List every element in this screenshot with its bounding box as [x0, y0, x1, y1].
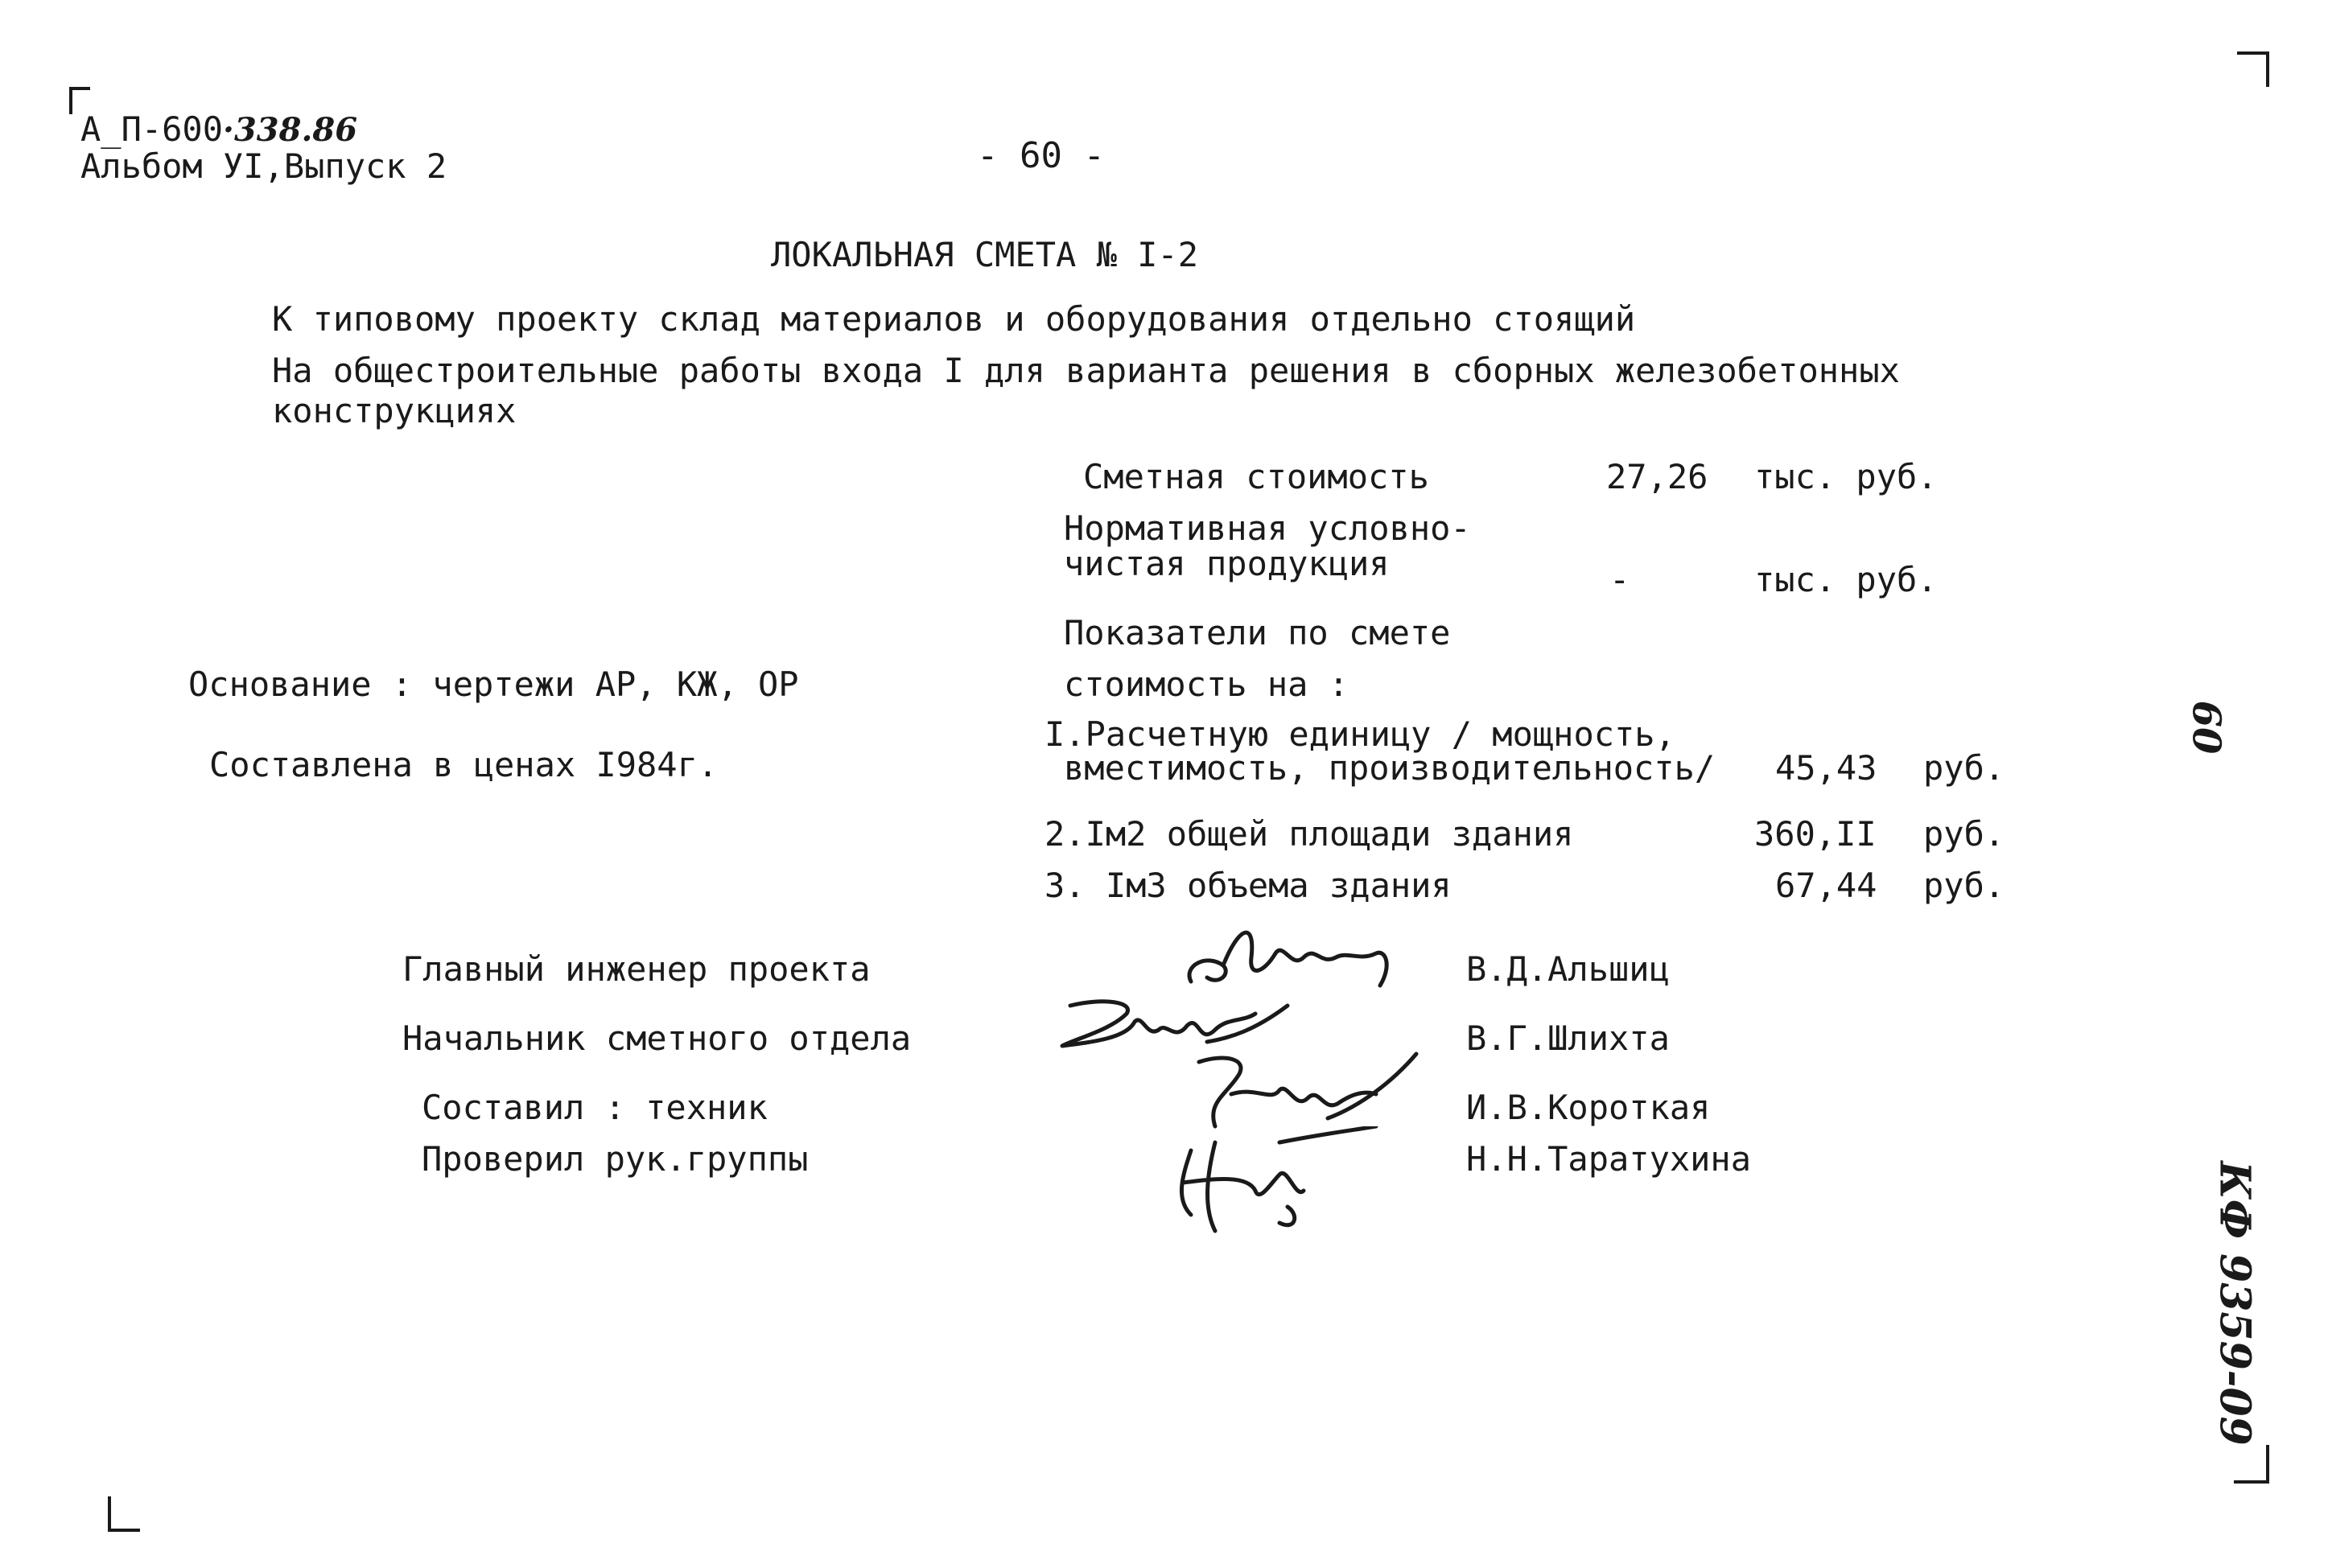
indicator-2-unit: руб.	[1923, 814, 2005, 854]
signature-name-compiler: И.В.Короткая	[1466, 1088, 1711, 1127]
basis-line: Основание : чертежи АР, КЖ, ОР	[188, 665, 799, 704]
corner-mark-bottom-right	[2234, 1445, 2269, 1484]
document-code-handwritten: ·338.86	[223, 111, 358, 149]
margin-page-mark: 60	[2183, 700, 2229, 755]
signature-name-estimate-head: В.Г.Шлихта	[1466, 1019, 1670, 1058]
indicator-1-value: 45,43	[1775, 748, 1877, 788]
project-line: К типовому проекту склад материалов и оборудования отдельно стоящий	[272, 299, 1636, 339]
signature-role-checker: Проверил рук.группы	[422, 1139, 809, 1179]
signature-role-compiler: Составил : техник	[422, 1088, 768, 1127]
margin-archive-code: КФ 9359-09	[2210, 1161, 2260, 1446]
indicator-1-line-2: вместимость, производительность/	[1064, 748, 1716, 788]
works-line-1: На общестроительные работы входа I для варианта решения в сборных железобетонных	[272, 351, 1900, 390]
cost-unit: тыс. руб.	[1754, 457, 1938, 496]
document-title: ЛОКАЛЬНАЯ СМЕТА № I-2	[771, 235, 1199, 274]
signature-mark-checker	[1159, 1126, 1384, 1239]
indicator-3-unit: руб.	[1923, 866, 2005, 905]
signature-name-chief-engineer: В.Д.Альшиц	[1466, 949, 1670, 989]
page-number: - 60 -	[977, 135, 1105, 176]
signature-role-estimate-head: Начальник сметного отдела	[402, 1019, 912, 1058]
signature-name-checker: Н.Н.Таратухина	[1466, 1139, 1752, 1179]
indicator-3-line-1: 3. Iм3 объема здания	[1045, 866, 1452, 905]
corner-mark-top-right	[2237, 51, 2269, 87]
indicators-label-2: стоимость на :	[1064, 665, 1349, 704]
net-product-unit: тыс. руб.	[1754, 560, 1938, 599]
net-product-label-2: чистая продукция	[1064, 544, 1390, 583]
indicator-1-unit: руб.	[1923, 748, 2005, 788]
indicator-1-line-1: I.Расчетную единицу / мощность,	[1045, 714, 1675, 754]
prices-line: Составлена в ценах I984г.	[209, 745, 719, 784]
indicator-2-value: 360,II	[1754, 814, 1877, 854]
signature-role-chief-engineer: Главный инженер проекта	[402, 949, 871, 989]
works-line-2: конструкциях	[272, 391, 517, 430]
net-product-value: -	[1609, 560, 1630, 599]
document-code	[80, 109, 358, 149]
cost-value: 27,26	[1606, 457, 1708, 496]
album-label: Альбом УI,Выпуск 2	[80, 146, 447, 186]
indicator-3-value: 67,44	[1775, 866, 1877, 905]
cost-label: Сметная стоимость	[1083, 457, 1429, 496]
indicators-label-1: Показатели по смете	[1064, 613, 1451, 652]
net-product-label-1: Нормативная условно-	[1064, 508, 1471, 548]
document-code-printed: А_П-600	[80, 109, 224, 149]
indicator-2-line-1: 2.Iм2 общей площади здания	[1045, 814, 1574, 854]
corner-mark-bottom-left	[108, 1496, 140, 1532]
